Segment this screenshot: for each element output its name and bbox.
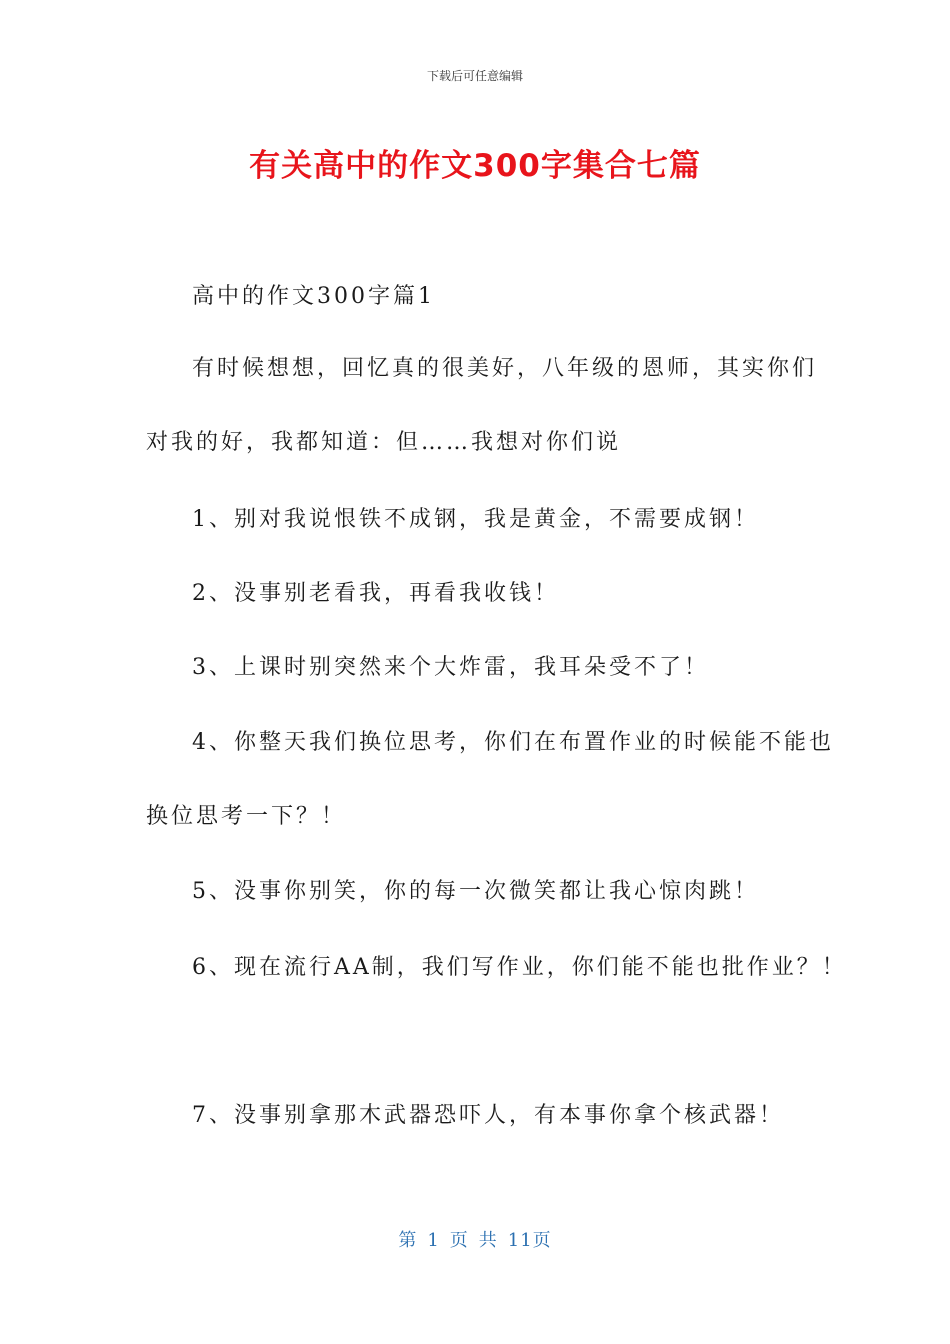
list-item-continuation: 换位思考一下？！ xyxy=(146,804,347,829)
page-footer xyxy=(0,1226,950,1252)
footer-total-prefix: 共 xyxy=(478,1230,498,1251)
header-note: 下载后可任意编辑 xyxy=(426,69,523,83)
document-title: 有关高中的作文300字集合七篇 xyxy=(249,148,701,184)
list-item: 1、别对我说恨铁不成钢，我是黄金，不需要成钢！ xyxy=(192,507,759,532)
list-item: 2、没事别老看我，再看我收钱！ xyxy=(192,581,559,606)
footer-prefix: 第 xyxy=(398,1230,418,1251)
footer-page-unit: 页 xyxy=(449,1230,469,1251)
list-item: 5、没事你别笑，你的每一次微笑都让我心惊肉跳！ xyxy=(192,879,759,904)
footer-page-number: 1 xyxy=(427,1230,440,1251)
paragraph-line: 有时候想想，回忆真的很美好，八年级的恩师，其实你们 xyxy=(192,356,818,381)
paragraph-line: 对我的好，我都知道：但……我想对你们说 xyxy=(146,430,622,455)
section-heading: 高中的作文300字篇1 xyxy=(192,284,435,309)
list-item: 6、现在流行AA制，我们写作业，你们能不能也批作业？！ xyxy=(192,955,847,980)
list-item: 3、上课时别突然来个大炸雷，我耳朵受不了！ xyxy=(192,655,709,680)
footer-total-pages: 11页 xyxy=(507,1230,552,1251)
list-item: 4、你整天我们换位思考，你们在布置作业的时候能不能也 xyxy=(192,730,834,755)
list-item: 7、没事别拿那木武器恐吓人，有本事你拿个核武器！ xyxy=(192,1103,784,1128)
